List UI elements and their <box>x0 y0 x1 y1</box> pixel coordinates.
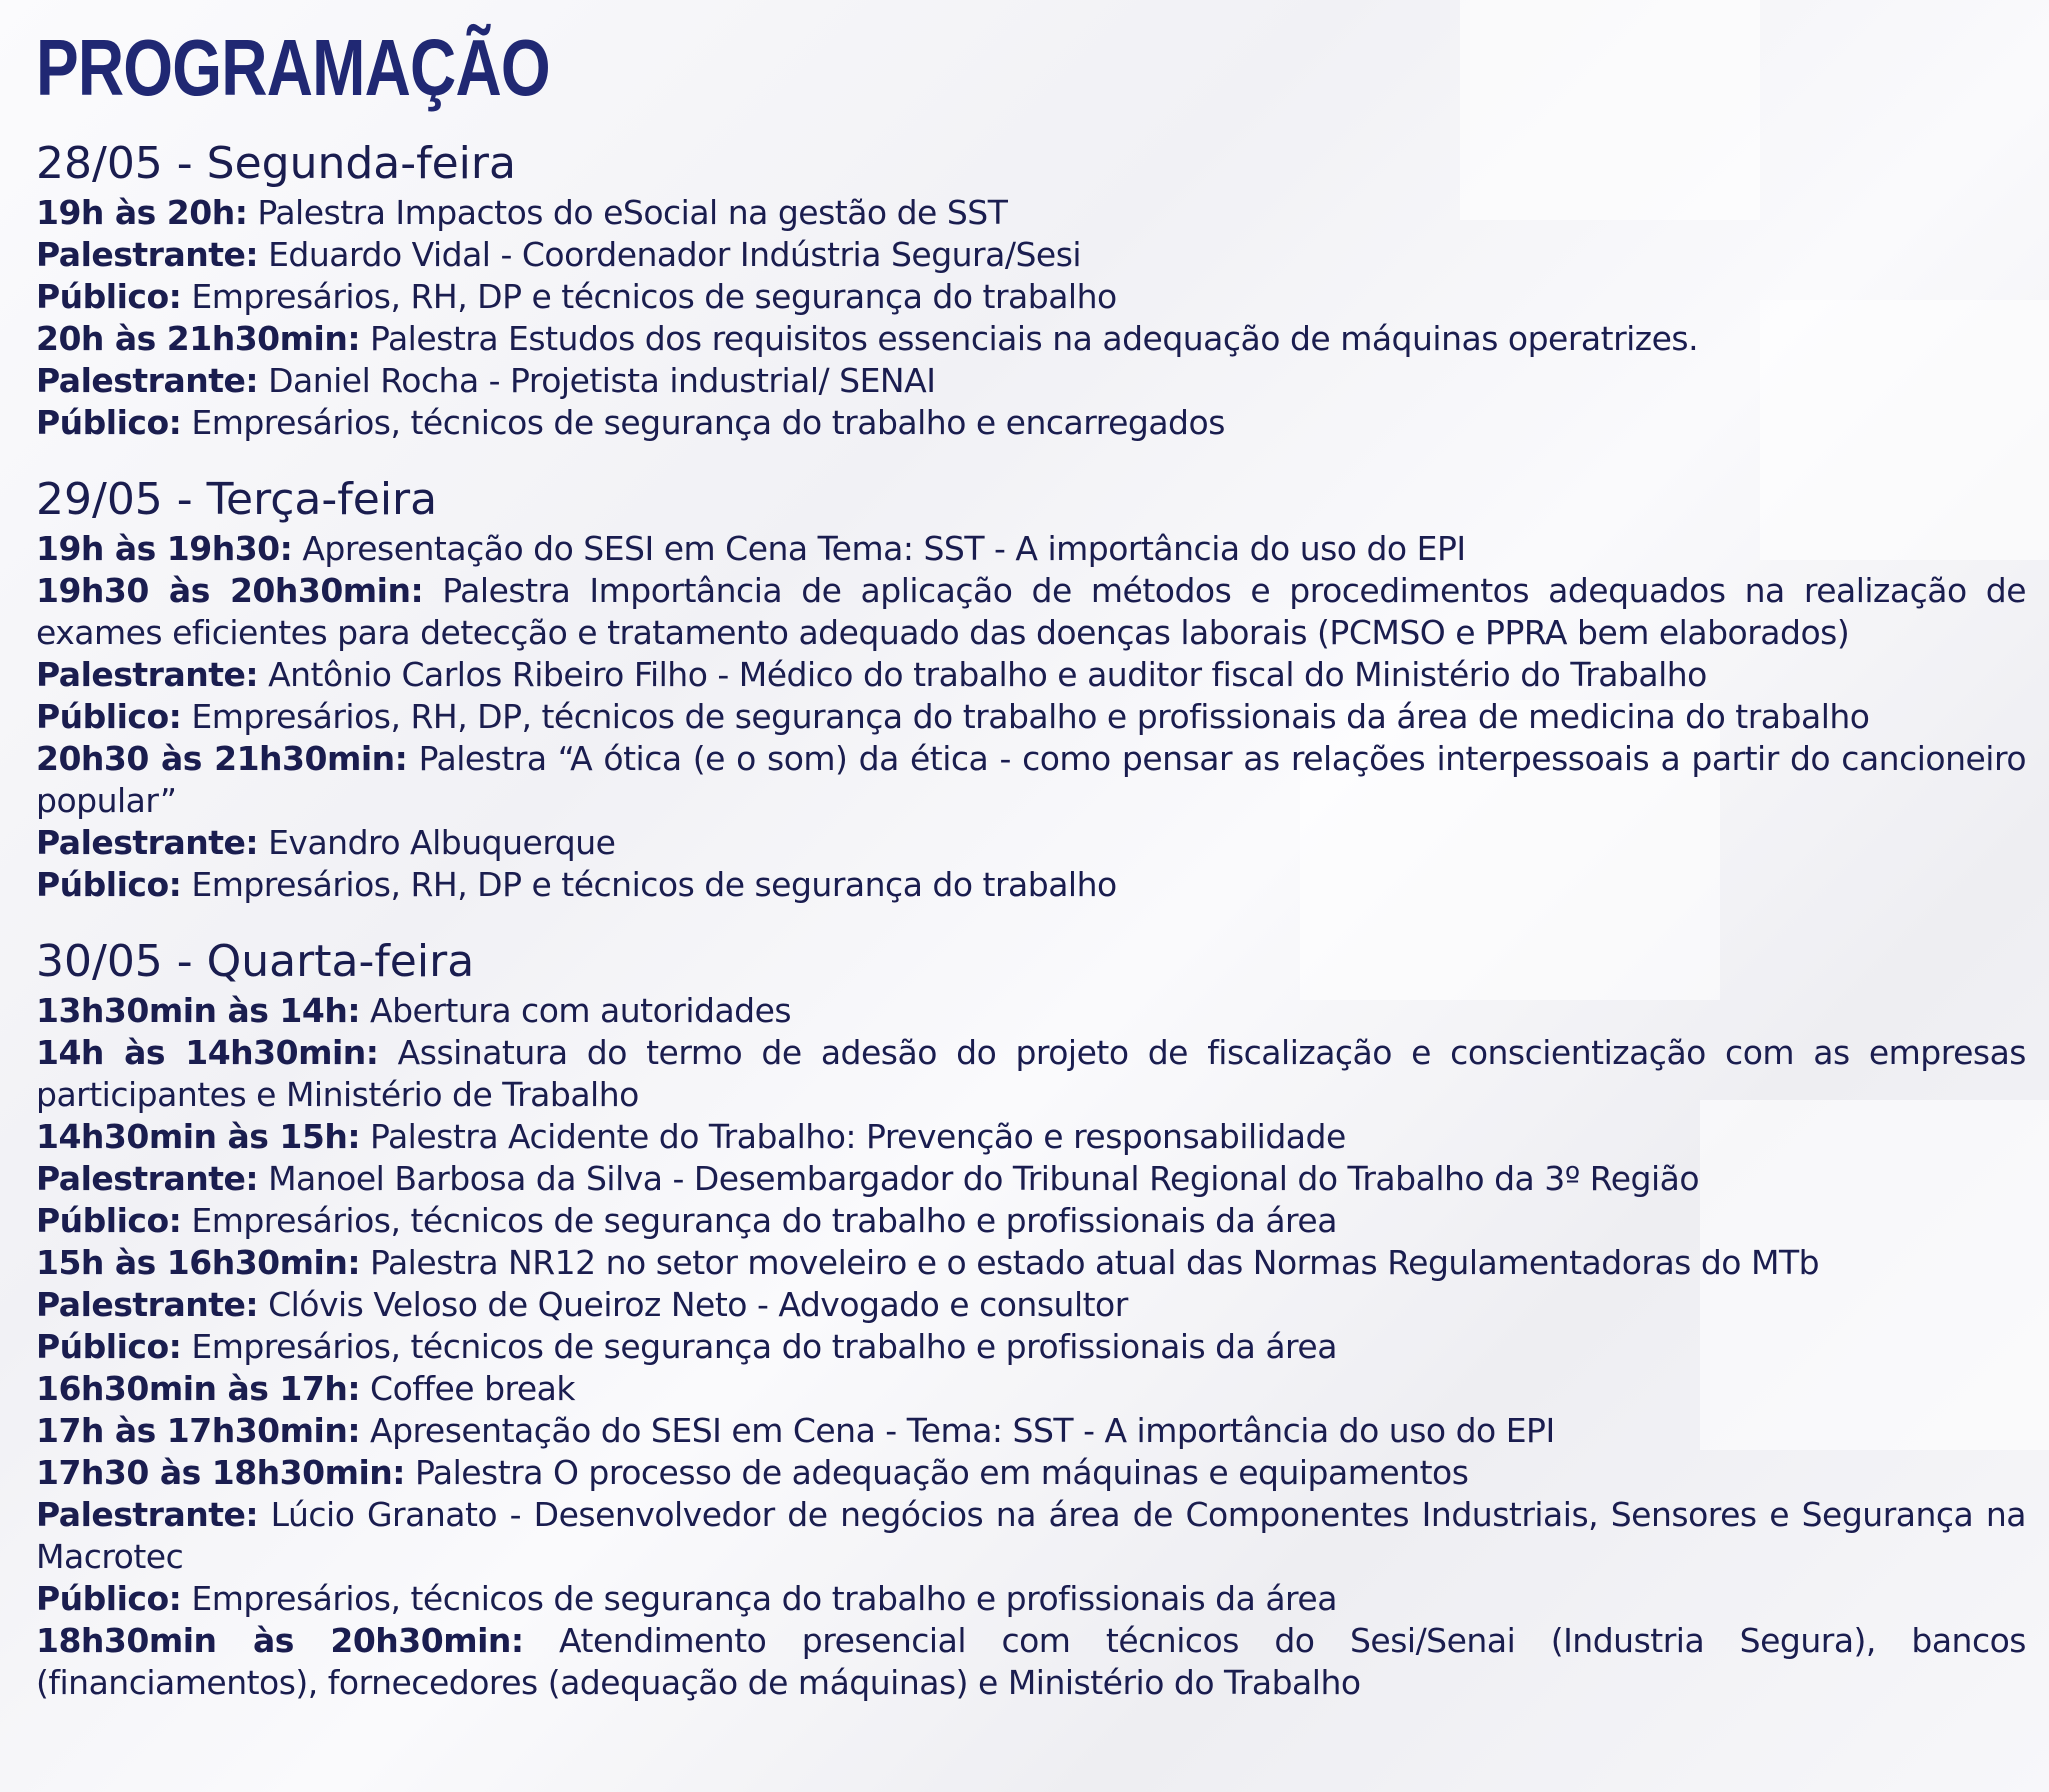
item-text: Empresários, técnicos de segurança do trabalho e profissionais da área <box>181 1327 1337 1366</box>
item-text: Abertura com autoridades <box>360 991 792 1030</box>
item-label: 13h30min às 14h: <box>36 991 361 1030</box>
item-text: Antônio Carlos Ribeiro Filho - Médico do trabalho e auditor fiscal do Ministério do Trabalho <box>258 655 1707 694</box>
item-label: 15h às 16h30min: <box>36 1243 361 1282</box>
schedule-item <box>36 1032 2026 1116</box>
schedule-item <box>36 1578 2026 1620</box>
item-label: 16h30min às 17h: <box>36 1369 361 1408</box>
schedule-item <box>36 1620 2026 1704</box>
item-label: 17h30 às 18h30min: <box>36 1453 405 1492</box>
schedule-item <box>36 696 2026 738</box>
schedule-item <box>36 1410 2026 1452</box>
item-text: Coffee break <box>360 1369 576 1408</box>
program-document <box>36 18 2026 1704</box>
schedule-item <box>36 1368 2026 1410</box>
item-text: Palestra Importância de aplicação de métodos e procedimentos adequados na realização de exames eficientes para detecção e tratamento adequado das doenças laborais (PCMSO e PPRA bem elaborados) <box>36 571 2027 652</box>
day-section <box>36 474 2026 906</box>
item-text: Empresários, técnicos de segurança do trabalho e profissionais da área <box>181 1579 1337 1618</box>
item-text: Palestra Estudos dos requisitos essenciais na adequação de máquinas operatrizes. <box>360 319 1699 358</box>
item-label: Público: <box>36 1579 182 1618</box>
item-label: Público: <box>36 865 182 904</box>
schedule-item <box>36 1242 2026 1284</box>
item-label: 14h às 14h30min: <box>36 1033 379 1072</box>
schedule-item <box>36 1116 2026 1158</box>
item-label: Público: <box>36 403 182 442</box>
schedule-item <box>36 738 2026 822</box>
item-text: Palestra O processo de adequação em máquinas e equipamentos <box>404 1453 1469 1492</box>
day-heading: 30/05 - Quarta-feira <box>36 936 475 987</box>
item-text: Empresários, técnicos de segurança do trabalho e encarregados <box>181 403 1225 442</box>
schedule-item <box>36 192 2026 234</box>
schedule-item <box>36 1284 2026 1326</box>
item-label: Público: <box>36 1327 182 1366</box>
item-text: Palestra Impactos do eSocial na gestão de SST <box>247 193 1008 232</box>
item-label: 20h às 21h30min: <box>36 319 361 358</box>
page-title: PROGRAMAÇÃO <box>36 23 550 112</box>
day-section <box>36 936 2026 1704</box>
schedule-item <box>36 360 2026 402</box>
item-label: Palestrante: <box>36 361 259 400</box>
item-label: Palestrante: <box>36 1159 259 1198</box>
schedule-item <box>36 234 2026 276</box>
item-text: Clóvis Veloso de Queiroz Neto - Advogado e consultor <box>258 1285 1128 1324</box>
item-label: Público: <box>36 1201 182 1240</box>
item-text: Eduardo Vidal - Coordenador Indústria Segura/Sesi <box>258 235 1082 274</box>
schedule-item <box>36 1494 2026 1578</box>
item-label: 17h às 17h30min: <box>36 1411 361 1450</box>
day-heading: 29/05 - Terça-feira <box>36 474 438 525</box>
item-text: Empresários, RH, DP, técnicos de segurança do trabalho e profissionais da área de medicina do trabalho <box>181 697 1870 736</box>
schedule-item <box>36 864 2026 906</box>
item-text: Empresários, técnicos de segurança do trabalho e profissionais da área <box>181 1201 1337 1240</box>
item-label: 19h30 às 20h30min: <box>36 571 424 610</box>
item-label: Palestrante: <box>36 1285 259 1324</box>
item-label: Palestrante: <box>36 235 259 274</box>
item-label: Palestrante: <box>36 1495 259 1534</box>
schedule-item <box>36 276 2026 318</box>
schedule-item <box>36 1452 2026 1494</box>
item-label: 19h às 20h: <box>36 193 248 232</box>
item-text: Palestra NR12 no setor moveleiro e o estado atual das Normas Regulamentadoras do MTb <box>360 1243 1820 1282</box>
item-label: Palestrante: <box>36 823 259 862</box>
day-heading: 28/05 - Segunda-feira <box>36 138 516 189</box>
item-label: 19h às 19h30: <box>36 529 293 568</box>
schedule-item <box>36 528 2026 570</box>
item-label: Palestrante: <box>36 655 259 694</box>
schedule <box>36 138 2026 1704</box>
item-text: Apresentação do SESI em Cena Tema: SST - A importância do uso do EPI <box>292 529 1466 568</box>
schedule-item <box>36 990 2026 1032</box>
item-text: Evandro Albuquerque <box>258 823 616 862</box>
item-label: 18h30min às 20h30min: <box>36 1621 524 1660</box>
item-text: Atendimento presencial com técnicos do Sesi/Senai (Industria Segura), bancos (financiamentos), fornecedores (adequação de máquinas) e Ministério do Trabalho <box>36 1621 2026 1702</box>
item-text: Palestra “A ótica (e o som) da ética - como pensar as relações interpessoais a partir do cancioneiro popular” <box>36 739 2027 820</box>
item-text: Manoel Barbosa da Silva - Desembargador do Tribunal Regional do Trabalho da 3º Região <box>258 1159 1700 1198</box>
item-text: Assinatura do termo de adesão do projeto de fiscalização e conscientização com as empresas participantes e Ministério de Trabalho <box>36 1033 2027 1114</box>
item-label: 20h30 às 21h30min: <box>36 739 408 778</box>
schedule-item <box>36 570 2026 654</box>
schedule-item <box>36 318 2026 360</box>
schedule-item <box>36 654 2026 696</box>
schedule-item <box>36 1326 2026 1368</box>
item-label: 14h30min às 15h: <box>36 1117 361 1156</box>
day-section <box>36 138 2026 444</box>
item-text: Empresários, RH, DP e técnicos de segurança do trabalho <box>181 277 1117 316</box>
item-text: Apresentação do SESI em Cena - Tema: SST - A importância do uso do EPI <box>360 1411 1555 1450</box>
item-text: Lúcio Granato - Desenvolvedor de negócios na área de Componentes Industriais, Sensores e Segurança na Macrotec <box>36 1495 2026 1576</box>
item-text: Palestra Acidente do Trabalho: Prevenção e responsabilidade <box>360 1117 1346 1156</box>
schedule-item <box>36 1158 2026 1200</box>
schedule-item <box>36 1200 2026 1242</box>
item-text: Daniel Rocha - Projetista industrial/ SENAI <box>258 361 936 400</box>
item-label: Público: <box>36 277 182 316</box>
item-text: Empresários, RH, DP e técnicos de segurança do trabalho <box>181 865 1117 904</box>
item-label: Público: <box>36 697 182 736</box>
schedule-item <box>36 822 2026 864</box>
schedule-item <box>36 402 2026 444</box>
